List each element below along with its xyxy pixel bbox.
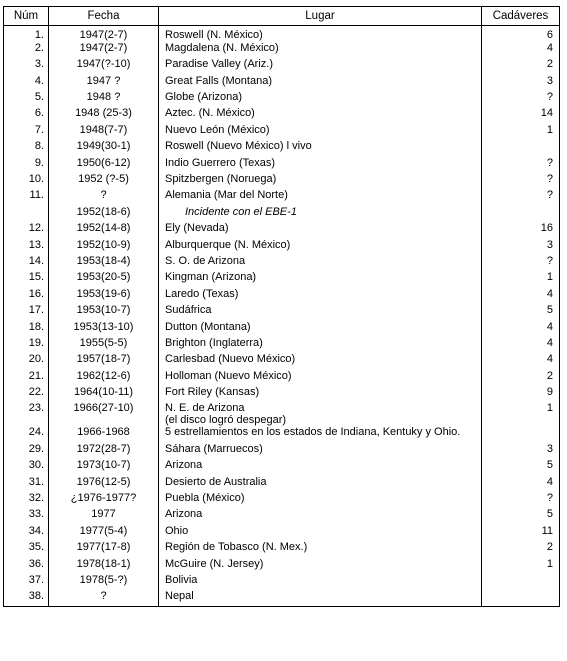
cell-num: 1. — [4, 26, 49, 42]
lugar-text: Desierto de Australia — [165, 475, 267, 488]
table-row — [4, 42, 560, 58]
table-row — [4, 75, 560, 91]
cell-fecha: 1953(10-7) — [49, 304, 159, 320]
cell-cadaveres: 4 — [482, 337, 560, 353]
cell-num: 38. — [4, 590, 49, 606]
cell-fecha: 1952 (?-5) — [49, 173, 159, 189]
table-row — [4, 558, 560, 574]
cell-cadaveres: 4 — [482, 353, 560, 369]
cell-num: 19. — [4, 337, 49, 353]
cell-num: 15. — [4, 271, 49, 287]
cell-fecha: ? — [49, 189, 159, 205]
cell-lugar — [159, 239, 482, 255]
cell-lugar — [159, 288, 482, 304]
cell-lugar — [159, 476, 482, 492]
lugar-text: Arizona — [165, 459, 203, 472]
cell-num: 8. — [4, 140, 49, 156]
cell-fecha: 1953(19-6) — [49, 288, 159, 304]
cell-cadaveres — [482, 140, 560, 156]
lugar-text: Roswell (Nuevo México) l vivo — [165, 140, 312, 153]
table-row — [4, 157, 560, 173]
cell-fecha: 1947 ? — [49, 75, 159, 91]
lugar-italic-note: Incidente con el EBE-1 — [185, 205, 297, 218]
cell-fecha: 1957(18-7) — [49, 353, 159, 369]
lugar-text: Indio Guerrero (Texas) — [165, 156, 276, 169]
table-row — [4, 386, 560, 402]
cell-fecha: 1966-1968 — [49, 426, 159, 442]
lugar-text: Ohio — [165, 524, 189, 537]
cell-num: 35. — [4, 541, 49, 557]
cell-fecha: 1953(13-10) — [49, 321, 159, 337]
table-row — [4, 525, 560, 541]
cell-fecha: 1947(2-7) — [49, 26, 159, 42]
cell-num: 3. — [4, 58, 49, 74]
cell-cadaveres: ? — [482, 492, 560, 508]
cell-num: 22. — [4, 386, 49, 402]
cell-fecha: 1948 (25-3) — [49, 107, 159, 123]
table-row — [4, 206, 560, 222]
table-row — [4, 402, 560, 426]
lugar-text: Sáhara (Marruecos) — [165, 442, 263, 455]
table-row — [4, 124, 560, 140]
cell-lugar — [159, 271, 482, 287]
cell-cadaveres — [482, 574, 560, 590]
cell-fecha: 1952(14-8) — [49, 222, 159, 238]
cell-cadaveres: 6 — [482, 26, 560, 42]
header-lugar: Lugar — [159, 7, 482, 26]
cell-fecha: ? — [49, 590, 159, 606]
cell-lugar — [159, 386, 482, 402]
cell-cadaveres: 3 — [482, 239, 560, 255]
cell-lugar — [159, 26, 482, 42]
cell-cadaveres: 5 — [482, 304, 560, 320]
table-row — [4, 459, 560, 475]
table-row — [4, 271, 560, 287]
lugar-text: Paradise Valley (Ariz.) — [165, 58, 273, 71]
table-row — [4, 58, 560, 74]
cell-lugar — [159, 173, 482, 189]
header-cadaveres: Cadáveres — [482, 7, 560, 26]
cell-num: 9. — [4, 157, 49, 173]
cell-fecha: 1973(10-7) — [49, 459, 159, 475]
cell-num: 30. — [4, 459, 49, 475]
cell-fecha: 1972(28-7) — [49, 443, 159, 459]
table-row — [4, 508, 560, 524]
lugar-text: Holloman (Nuevo México) — [165, 369, 292, 382]
cell-cadaveres: 16 — [482, 222, 560, 238]
cell-cadaveres: 3 — [482, 75, 560, 91]
lugar-text: Kingman (Arizona) — [165, 271, 257, 284]
cell-lugar — [159, 304, 482, 320]
cell-cadaveres: 9 — [482, 386, 560, 402]
table-row — [4, 443, 560, 459]
cell-num: 24. — [4, 426, 49, 442]
cell-fecha: 1977 — [49, 508, 159, 524]
cell-cadaveres: 1 — [482, 558, 560, 574]
cell-cadaveres: ? — [482, 189, 560, 205]
cell-lugar — [159, 353, 482, 369]
cell-cadaveres: ? — [482, 91, 560, 107]
cell-lugar — [159, 508, 482, 524]
table-row — [4, 189, 560, 205]
table-row — [4, 255, 560, 271]
cell-num: 18. — [4, 321, 49, 337]
table-row — [4, 370, 560, 386]
cell-lugar — [159, 124, 482, 140]
cell-cadaveres: 11 — [482, 525, 560, 541]
cell-lugar — [159, 42, 482, 58]
cell-num: 23. — [4, 402, 49, 426]
lugar-text: Región de Tobasco (N. Mex.) — [165, 541, 308, 554]
lugar-text: Magdalena (N. México) — [165, 41, 279, 54]
cell-fecha: 1952(10-9) — [49, 239, 159, 255]
cell-fecha: 1964(10-11) — [49, 386, 159, 402]
cell-cadaveres: 1 — [482, 124, 560, 140]
cell-num: 36. — [4, 558, 49, 574]
cell-cadaveres — [482, 206, 560, 222]
table-header-row — [4, 7, 560, 26]
cell-lugar — [159, 107, 482, 123]
cell-num: 13. — [4, 239, 49, 255]
cell-fecha: 1948(7-7) — [49, 124, 159, 140]
cell-num: 4. — [4, 75, 49, 91]
cell-fecha: ¿1976-1977? — [49, 492, 159, 508]
cell-fecha: 1966(27-10) — [49, 402, 159, 426]
cell-lugar — [159, 189, 482, 205]
table-row — [4, 426, 560, 442]
cell-cadaveres: 3 — [482, 443, 560, 459]
cell-fecha: 1955(5-5) — [49, 337, 159, 353]
cell-lugar — [159, 157, 482, 173]
cell-num: 14. — [4, 255, 49, 271]
cell-cadaveres: 2 — [482, 370, 560, 386]
lugar-text: Bolivia — [165, 574, 198, 586]
cell-lugar — [159, 402, 482, 426]
cell-lugar — [159, 321, 482, 337]
lugar-text: Nepal — [165, 590, 194, 603]
table-row — [4, 107, 560, 123]
cell-lugar — [159, 337, 482, 353]
cell-num: 20. — [4, 353, 49, 369]
cell-num: 16. — [4, 288, 49, 304]
cell-num: 21. — [4, 370, 49, 386]
cell-fecha: 1978(18-1) — [49, 558, 159, 574]
cell-num: 11. — [4, 189, 49, 205]
lugar-text: Puebla (México) — [165, 492, 245, 505]
cell-lugar — [159, 426, 482, 442]
cell-lugar — [159, 590, 482, 606]
lugar-text: Brighton (Inglaterra) — [165, 336, 263, 349]
cell-lugar — [159, 558, 482, 574]
header-num: Núm — [4, 7, 49, 26]
cell-lugar — [159, 58, 482, 74]
cell-fecha: 1950(6-12) — [49, 157, 159, 173]
cell-lugar — [159, 206, 482, 222]
cell-num: 7. — [4, 124, 49, 140]
lugar-text: Arizona — [165, 508, 203, 521]
cell-num: 31. — [4, 476, 49, 492]
cell-cadaveres: 1 — [482, 271, 560, 287]
lugar-text: Great Falls (Montana) — [165, 74, 272, 87]
cell-num: 32. — [4, 492, 49, 508]
cell-fecha: 1977(17-8) — [49, 541, 159, 557]
lugar-text: Fort Riley (Kansas) — [165, 386, 260, 399]
table-row — [4, 574, 560, 590]
cell-cadaveres: 1 — [482, 402, 560, 426]
lugar-text: Nuevo León (México) — [165, 123, 270, 136]
lugar-text: Dutton (Montana) — [165, 320, 251, 333]
cell-fecha: 1947(?-10) — [49, 58, 159, 74]
table-row — [4, 476, 560, 492]
cell-num: 10. — [4, 173, 49, 189]
table-body — [4, 26, 560, 607]
cell-fecha: 1962(12-6) — [49, 370, 159, 386]
lugar-text: N. E. de Arizona — [165, 402, 245, 415]
cell-cadaveres: 2 — [482, 541, 560, 557]
cell-cadaveres: 4 — [482, 476, 560, 492]
cell-cadaveres: ? — [482, 173, 560, 189]
table-row — [4, 222, 560, 238]
lugar-text: Roswell (N. México) — [165, 29, 263, 41]
cell-lugar — [159, 91, 482, 107]
lugar-text: S. O. de Arizona — [165, 254, 246, 267]
cell-cadaveres: ? — [482, 255, 560, 271]
table-row — [4, 321, 560, 337]
lugar-text: Laredo (Texas) — [165, 287, 239, 300]
cell-lugar — [159, 541, 482, 557]
lugar-text: Globe (Arizona) — [165, 91, 243, 104]
table-row — [4, 492, 560, 508]
lugar-text: Ely (Nevada) — [165, 222, 229, 235]
cell-num: 37. — [4, 574, 49, 590]
cell-lugar — [159, 525, 482, 541]
cell-fecha: 1977(5-4) — [49, 525, 159, 541]
lugar-text: Alburquerque (N. México) — [165, 238, 291, 251]
cell-cadaveres: 5 — [482, 508, 560, 524]
cell-num: 34. — [4, 525, 49, 541]
cell-lugar — [159, 370, 482, 386]
table-row — [4, 541, 560, 557]
cell-lugar — [159, 140, 482, 156]
table-row — [4, 590, 560, 606]
cell-cadaveres: 2 — [482, 58, 560, 74]
cell-num: 5. — [4, 91, 49, 107]
cell-cadaveres: 4 — [482, 288, 560, 304]
cell-num: 12. — [4, 222, 49, 238]
table-row — [4, 140, 560, 156]
cell-num: 33. — [4, 508, 49, 524]
cell-fecha: 1952(18-6) — [49, 206, 159, 222]
cell-cadaveres: 4 — [482, 42, 560, 58]
cell-num — [4, 206, 49, 222]
table-row — [4, 288, 560, 304]
cell-lugar — [159, 255, 482, 271]
cell-lugar — [159, 492, 482, 508]
cell-lugar — [159, 222, 482, 238]
lugar-text: 5 estrellamientos en los estados de Indiana, Kentuky y Ohio. — [165, 426, 461, 439]
cell-fecha: 1976(12-5) — [49, 476, 159, 492]
cell-lugar — [159, 443, 482, 459]
lugar-text: Carlesbad (Nuevo México) — [165, 353, 296, 366]
lugar-text: McGuire (N. Jersey) — [165, 557, 264, 570]
cell-cadaveres — [482, 590, 560, 606]
lugar-text: Alemania (Mar del Norte) — [165, 189, 288, 202]
cell-fecha: 1953(18-4) — [49, 255, 159, 271]
cell-cadaveres: 4 — [482, 321, 560, 337]
cell-num: 29. — [4, 443, 49, 459]
cell-fecha: 1978(5-?) — [49, 574, 159, 590]
cell-fecha: 1947(2-7) — [49, 42, 159, 58]
crash-table — [3, 6, 560, 607]
cell-num: 17. — [4, 304, 49, 320]
cell-fecha: 1949(30-1) — [49, 140, 159, 156]
lugar-text: Spitzbergen (Noruega) — [165, 173, 277, 186]
table-row — [4, 239, 560, 255]
table-row — [4, 26, 560, 42]
header-fecha: Fecha — [49, 7, 159, 26]
cell-cadaveres: ? — [482, 157, 560, 173]
cell-lugar — [159, 75, 482, 91]
cell-cadaveres: 14 — [482, 107, 560, 123]
cell-num: 2. — [4, 42, 49, 58]
table-row — [4, 173, 560, 189]
cell-fecha: 1948 ? — [49, 91, 159, 107]
table-row — [4, 304, 560, 320]
cell-num: 6. — [4, 107, 49, 123]
cell-lugar — [159, 574, 482, 590]
table-row — [4, 337, 560, 353]
cell-cadaveres — [482, 426, 560, 442]
cell-fecha: 1953(20-5) — [49, 271, 159, 287]
table-row — [4, 353, 560, 369]
table-row — [4, 91, 560, 107]
lugar-text: Sudáfrica — [165, 304, 212, 317]
cell-lugar — [159, 459, 482, 475]
lugar-note: (el disco logró despegar) — [165, 414, 287, 427]
lugar-text: Aztec. (N. México) — [165, 107, 255, 120]
cell-cadaveres: 5 — [482, 459, 560, 475]
